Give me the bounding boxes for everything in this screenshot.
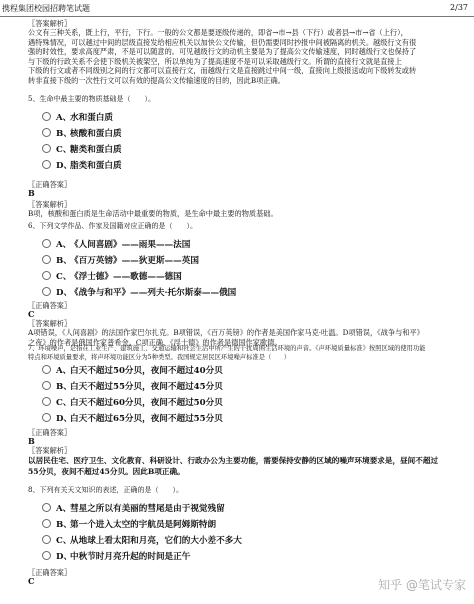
analysis-line: 与下级的行政关系不会使下级机关被架空，所以单纯为了提高速度不是可以采取越级行文。所谓的直接行文就是直接上 xyxy=(28,56,402,66)
radio-button[interactable] xyxy=(42,144,51,153)
document-title: 携程集团校园招聘笔试题 xyxy=(2,4,90,13)
page-number: 2/37 xyxy=(450,3,468,12)
radio-button[interactable] xyxy=(42,128,51,137)
analysis-line: 转非直接下级的一次性行文可以有效的提高公文传输速度的目的，因此B项正确。 xyxy=(28,75,285,85)
analysis-line: 55分贝，夜间不超过45分贝。因此B项正确。 xyxy=(28,467,185,476)
radio-button[interactable] xyxy=(42,551,51,560)
analysis-label: 〖答案解析〗 xyxy=(28,319,72,328)
analysis-block-q5 xyxy=(28,200,454,219)
radio-button[interactable] xyxy=(42,239,51,248)
question-line: 特点和环境质量要求，将声环境功能区分为5种类型。我国规定居民区环境噪声标准是（ ） xyxy=(28,354,291,361)
answer-value: B xyxy=(28,188,35,198)
answer-label: 〖正确答案〗 xyxy=(28,428,72,437)
question-5: 5、生命中最主要的物质基础是（ ）。 xyxy=(28,95,155,103)
answer-block-q5 xyxy=(28,180,454,198)
question-6: 6、下列文学作品、作家及国籍对应正确的是（ ）。 xyxy=(28,222,197,230)
radio-button[interactable] xyxy=(42,503,51,512)
radio-button[interactable] xyxy=(42,381,51,390)
answer-value: C xyxy=(28,576,35,586)
watermark: 知乎 @笔试专家 xyxy=(378,578,466,592)
radio-button[interactable] xyxy=(42,271,51,280)
answer-label: 〖正确答案〗 xyxy=(28,568,72,577)
analysis-line: 以居民住宅、医疗卫生、文化教育、科研设计、行政办公为主要功能，需要保持安静的区域的噪声环境要求是，昼间不超过 xyxy=(28,456,439,465)
analysis-block-q6 xyxy=(28,319,454,347)
analysis-line: 遇特殊情况，可以越过中间的层级直接发给相应机关以加快公文传输，但仍需要同时抄报中间被隔离的机关。越级行文有很 xyxy=(28,37,417,47)
radio-button[interactable] xyxy=(42,519,51,528)
page-header xyxy=(0,0,474,17)
analysis-line: 下级的行文或者不同级别之间的行文都可以直接行文，而越级行文是直接跳过中间一级，直接向上级报送或向下级转发或转 xyxy=(28,66,417,76)
analysis-line: A项错误，《人间喜剧》的法国作家巴尔扎克。B项错误，《百万英镑》的作者是美国作家马克·吐温。D项错误，《战争与和平》 xyxy=(28,328,424,337)
analysis-line: 之夜》的作者是俄国作家普希金。C项正确，《浮士德》的作者是德国作家歌德。 xyxy=(28,337,282,347)
answer-value: C xyxy=(28,309,35,319)
answer-value: B xyxy=(28,436,35,446)
analysis-label: 〖答案解析〗 xyxy=(28,446,72,455)
radio-button[interactable] xyxy=(42,413,51,422)
radio-button[interactable] xyxy=(42,255,51,264)
analysis-block-q4 xyxy=(28,19,454,86)
question-7 xyxy=(28,344,458,362)
analysis-block-q7 xyxy=(28,446,454,477)
analysis-line: 强的时效性，要求高度严肃，不是可以随意的。可见越级行文的动机主要是为了提高公文传输速度，同时越级行文也保持了 xyxy=(28,47,417,57)
answer-label: 〖正确答案〗 xyxy=(28,301,72,310)
radio-button[interactable] xyxy=(42,397,51,406)
analysis-line: 公文有三种关系，既上行，平行，下行。一般的公文都是要逐级传递的，即省→市→县（下行）或者县→市→省（上行）， xyxy=(28,28,408,37)
answer-label: 〖正确答案〗 xyxy=(28,180,72,189)
answer-block-q7 xyxy=(28,428,454,446)
radio-button[interactable] xyxy=(42,112,51,121)
radio-button[interactable] xyxy=(42,287,51,296)
question-8: 8、下列有关天文知识的表述，正确的是（ ）。 xyxy=(28,486,183,494)
analysis-label: 〖答案解析〗 xyxy=(28,200,72,209)
radio-button[interactable] xyxy=(42,535,51,544)
answer-block-q6 xyxy=(28,301,454,319)
radio-button[interactable] xyxy=(42,365,51,374)
question-line: 7、环境噪声，是指在工业生产、建筑施工、交通运输和社会生活中所产生的干扰周围生活环境的声音。《声环境质量标准》按照区域的使用功能 xyxy=(28,345,426,352)
analysis-label: 〖答案解析〗 xyxy=(28,19,72,28)
analysis-line: B项，核酸和蛋白质是生命活动中最重要的物质，是生命中最主要的物质基础。 xyxy=(28,209,278,218)
radio-button[interactable] xyxy=(42,160,51,169)
